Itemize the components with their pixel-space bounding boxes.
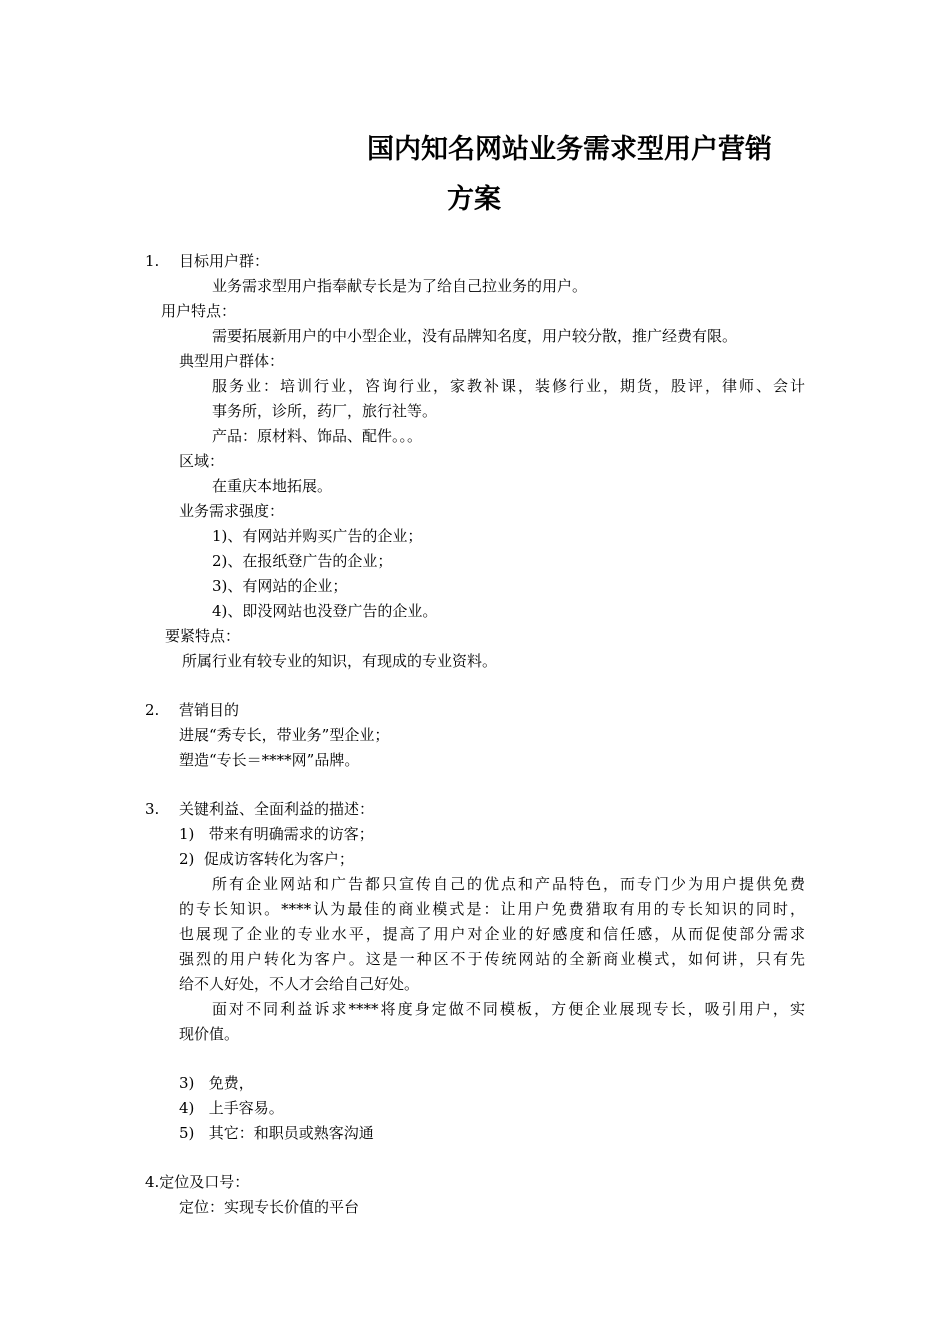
template-paragraph-line: 面对不同利益诉求****将度身定做不同模板，方便企业展现专长，吸引用户，实 bbox=[212, 1000, 805, 1018]
template-paragraph-line: 现价值。 bbox=[179, 1025, 240, 1043]
section-3-number: 3. bbox=[145, 800, 160, 818]
doc-title-line2: 方案 bbox=[447, 184, 501, 215]
benefit-paragraph-line: 的专长知识。****认为最佳的商业模式是：让用户免费猎取有用的专长知识的同时， bbox=[179, 900, 805, 918]
doc-title-line1: 国内知名网站业务需求型用户营销 bbox=[367, 134, 772, 165]
benefit-item: 2) 促成访客转化为客户； bbox=[179, 850, 354, 868]
section-1-number: 1. bbox=[145, 252, 160, 270]
benefit-item: 1) 带来有明确需求的访客； bbox=[179, 825, 374, 843]
demand-label: 业务需求强度： bbox=[179, 502, 285, 520]
goal-line: 塑造“专长＝****网”品牌。 bbox=[179, 751, 360, 769]
demand-item: 3)、有网站的企业； bbox=[212, 577, 348, 595]
region-label: 区域： bbox=[179, 452, 225, 470]
positioning-text: 定位：实现专长价值的平台 bbox=[179, 1198, 360, 1216]
demand-item: 2)、在报纸登广告的企业； bbox=[212, 552, 393, 570]
benefit-paragraph-line: 强烈的用户转化为客户。这是一种区不于传统网站的全新商业模式，如何讲，只有先 bbox=[179, 950, 805, 968]
features-label: 用户特点： bbox=[161, 302, 237, 320]
benefit-paragraph-line: 也展现了企业的专业水平，提高了用户对企业的好感度和信任感，从而促使部分需求 bbox=[179, 925, 805, 943]
benefit-item: 3) 免费， bbox=[179, 1074, 254, 1092]
products-line: 产品：原材料、饰品、配件。。。 bbox=[212, 427, 423, 445]
typical-label: 典型用户群体： bbox=[179, 352, 285, 370]
section-4-heading: 4.定位及口号： bbox=[145, 1173, 250, 1191]
service-industries-line1: 服务业：培训行业，咨询行业，家教补课，装修行业，期货，股评，律师、会计 bbox=[212, 377, 805, 395]
demand-item: 1)、有网站并购买广告的企业； bbox=[212, 527, 423, 545]
demand-item: 4)、即没网站也没登广告的企业。 bbox=[212, 602, 438, 620]
service-industries-line2: 事务所，诊所，药厂，旅行社等。 bbox=[212, 402, 438, 420]
goal-line: 进展“秀专长，带业务”型企业； bbox=[179, 726, 390, 744]
benefit-item: 4) 上手容易。 bbox=[179, 1099, 284, 1117]
section-2-heading: 营销目的 bbox=[179, 701, 240, 719]
benefit-paragraph-line: 所有企业网站和广告都只宣传自己的优点和产品特色，而专门少为用户提供免费 bbox=[212, 875, 805, 893]
benefit-item: 5) 其它：和职员或熟客沟通 bbox=[179, 1124, 374, 1142]
section-3-heading: 关键利益、全面利益的描述： bbox=[179, 800, 375, 818]
features-text: 需要拓展新用户的中小型企业，没有品牌知名度，用户较分散，推广经费有限。 bbox=[212, 327, 738, 345]
region-text: 在重庆本地拓展。 bbox=[212, 477, 333, 495]
section-2-number: 2. bbox=[145, 701, 160, 719]
section-1-heading: 目标用户群： bbox=[179, 252, 270, 270]
key-feature-text: 所属行业有较专业的知识，有现成的专业资料。 bbox=[182, 652, 498, 670]
target-definition: 业务需求型用户指奉献专长是为了给自己拉业务的用户。 bbox=[212, 277, 588, 295]
key-feature-label: 要紧特点： bbox=[165, 627, 241, 645]
benefit-paragraph-line: 给不人好处，不人才会给自己好处。 bbox=[179, 975, 420, 993]
